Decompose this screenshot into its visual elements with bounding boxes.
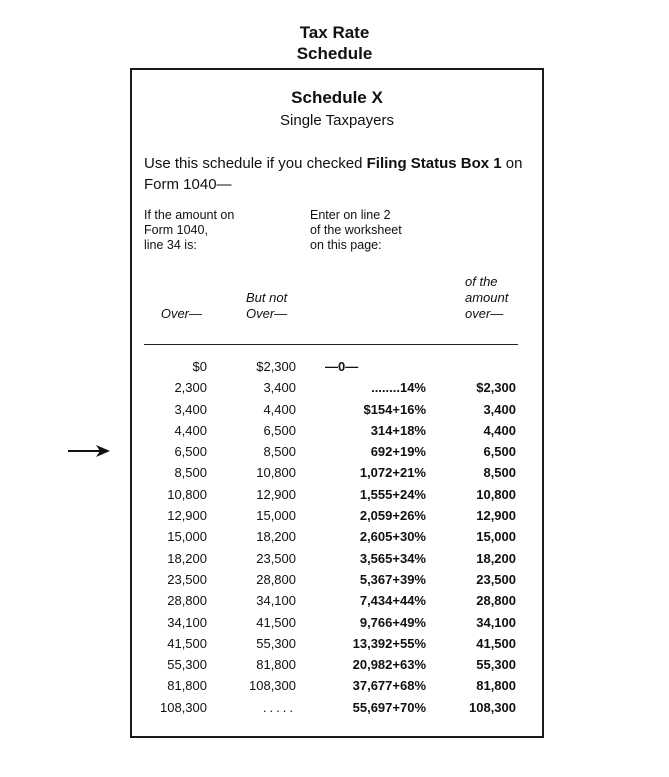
cell-of-amount-over: 28,800 [476, 593, 516, 609]
cell-of-amount-over: 55,300 [476, 657, 516, 673]
cell-of-amount-over: 12,900 [476, 508, 516, 524]
table-row [132, 697, 542, 718]
cell-but-not-over: 10,800 [256, 465, 296, 481]
cell-over: 2,300 [174, 380, 207, 396]
cell-but-not-over: 3,400 [263, 380, 296, 396]
cell-of-amount-over: 41,500 [476, 635, 516, 651]
note-amount-on-form [144, 208, 284, 253]
cell-but-not-over: 12,900 [256, 486, 296, 502]
note-right-line: on this page: [310, 238, 382, 252]
cell-of-amount-over: 18,200 [476, 550, 516, 566]
cell-but-not-over: 41,500 [256, 614, 296, 630]
table-row [132, 505, 542, 526]
note-left-line: If the amount on [144, 208, 235, 222]
page-title-line-2: Schedule [296, 44, 373, 63]
header-line: amount [465, 290, 509, 305]
table-row [132, 612, 542, 633]
note-right-line: Enter on line 2 [310, 208, 391, 222]
cell-over: 3,400 [174, 401, 207, 417]
cell-over: 18,200 [167, 550, 207, 566]
cell-but-not-over: 55,300 [256, 635, 296, 651]
cell-over: 108,300 [160, 699, 207, 715]
header-divider [144, 344, 518, 345]
arrow-right-icon [68, 444, 110, 458]
cell-enter: 2,605+30% [359, 529, 426, 545]
table-row [132, 590, 542, 611]
cell-of-amount-over: 3,400 [483, 401, 516, 417]
column-header-but-not-over [246, 290, 287, 322]
cell-enter: —0— [325, 359, 359, 374]
cell-enter: 9,766+49% [359, 614, 426, 630]
cell-but-not-over: 23,500 [256, 550, 296, 566]
cell-enter: 55,697+70% [352, 699, 426, 715]
cell-over: 6,500 [174, 444, 207, 460]
note-left-line: Form 1040, [144, 223, 208, 237]
cell-over: 23,500 [167, 571, 207, 587]
cell-of-amount-over: 81,800 [476, 678, 516, 694]
table-row [132, 377, 542, 398]
note-left-line: line 34 is: [144, 238, 197, 252]
table-row [132, 675, 542, 696]
rate-table [132, 356, 542, 718]
table-row [132, 420, 542, 441]
cell-over: $0 [192, 359, 207, 374]
cell-of-amount-over: 6,500 [483, 444, 516, 460]
cell-over: 4,400 [174, 422, 207, 438]
cell-but-not-over: 6,500 [263, 422, 296, 438]
cell-but-not-over: 28,800 [256, 571, 296, 587]
cell-over: 28,800 [167, 593, 207, 609]
table-row [132, 356, 542, 377]
cell-over: 10,800 [167, 486, 207, 502]
cell-over: 12,900 [167, 508, 207, 524]
schedule-subtitle: Single Taxpayers [280, 112, 394, 129]
cell-enter: 3,565+34% [359, 550, 426, 566]
note-right-line: of the worksheet [310, 223, 402, 237]
cell-of-amount-over: 108,300 [469, 699, 516, 715]
schedule-box [130, 68, 544, 738]
table-row [132, 484, 542, 505]
cell-enter: 314+18% [370, 422, 426, 438]
table-row [132, 633, 542, 654]
table-row [132, 399, 542, 420]
cell-over: 55,300 [167, 657, 207, 673]
instruction-prefix: Use this schedule if you checked [144, 155, 367, 172]
cell-but-not-over: 108,300 [249, 678, 296, 694]
cell-but-not-over: 81,800 [256, 657, 296, 673]
instruction-filing-status: Filing Status Box 1 [366, 155, 502, 172]
table-row [132, 462, 542, 483]
cell-enter: 1,555+24% [359, 486, 426, 502]
column-header-of-amount-over [465, 274, 508, 322]
table-row [132, 526, 542, 547]
cell-but-not-over: 8,500 [263, 444, 296, 460]
cell-enter: 20,982+63% [352, 657, 426, 673]
schedule-title: Schedule X [291, 88, 383, 107]
cell-enter: ........14% [371, 380, 426, 396]
cell-over: 8,500 [174, 465, 207, 481]
cell-enter: $154+16% [363, 401, 426, 417]
cell-enter: 692+19% [370, 444, 426, 460]
cell-of-amount-over: $2,300 [476, 380, 516, 396]
table-row [132, 441, 542, 462]
instruction-suffix: on Form 1040— [144, 155, 523, 193]
cell-but-not-over: $2,300 [256, 359, 296, 374]
table-row [132, 569, 542, 590]
cell-over: 34,100 [167, 614, 207, 630]
cell-but-not-over: 34,100 [256, 593, 296, 609]
cell-of-amount-over: 10,800 [476, 486, 516, 502]
page-title [0, 22, 669, 64]
cell-but-not-over: ..... [262, 699, 296, 715]
table-row [132, 548, 542, 569]
cell-of-amount-over: 4,400 [483, 422, 516, 438]
cell-enter: 1,072+21% [359, 465, 426, 481]
page-title-line-1: Tax Rate [299, 23, 370, 42]
cell-enter: 37,677+68% [352, 678, 426, 694]
cell-enter: 13,392+55% [352, 635, 426, 651]
cell-of-amount-over: 23,500 [476, 571, 516, 587]
header-line: over— [465, 306, 504, 321]
note-enter-on-worksheet [310, 208, 450, 253]
column-header-over: Over— [160, 306, 202, 321]
cell-but-not-over: 18,200 [256, 529, 296, 545]
schedule-instruction [144, 153, 534, 195]
cell-enter: 7,434+44% [359, 593, 426, 609]
cell-of-amount-over: 15,000 [476, 529, 516, 545]
cell-but-not-over: 15,000 [256, 508, 296, 524]
cell-enter: 2,059+26% [359, 508, 426, 524]
header-line: But not [246, 290, 288, 305]
cell-over: 81,800 [167, 678, 207, 694]
cell-of-amount-over: 34,100 [476, 614, 516, 630]
header-line: of the [465, 274, 498, 289]
cell-over: 15,000 [167, 529, 207, 545]
cell-over: 41,500 [167, 635, 207, 651]
table-row [132, 654, 542, 675]
cell-of-amount-over: 8,500 [483, 465, 516, 481]
cell-but-not-over: 4,400 [263, 401, 296, 417]
cell-enter: 5,367+39% [359, 571, 426, 587]
header-line: Over— [246, 306, 288, 321]
